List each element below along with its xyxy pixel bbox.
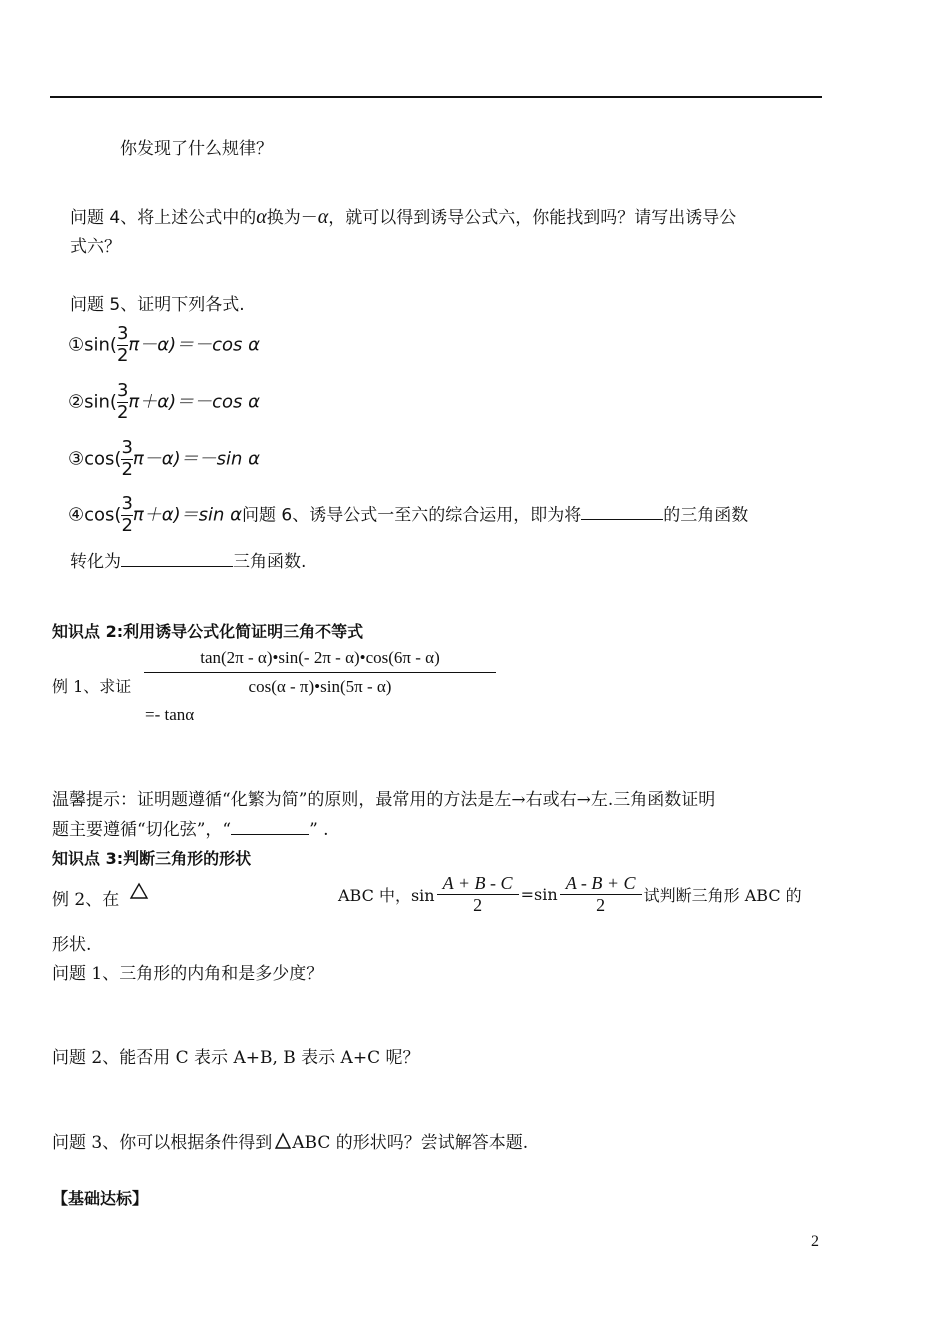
example2-condition: ABC 中，sin $\frac{A + B - C}{2}$ =sin $\frac{A - B + C}{2}$ 试判断三角形 ABC 的 (338, 873, 802, 915)
frac-3-2: $\frac{3}{2}$ (116, 323, 129, 366)
example2-line2: 形状. (52, 935, 92, 955)
frac-a-plus-b-minus-c: $\frac{A + B - C}{2}$ (437, 874, 519, 915)
formula-2: ②sin( $\frac{3}{2}$ π＋α)＝－cos α (68, 380, 261, 423)
triangle-icon (129, 882, 149, 900)
formula-1: ①sin( $\frac{3}{2}$ π－α)＝－cos α (68, 323, 261, 366)
q5-title: 问题 5、证明下列各式. (70, 295, 245, 315)
formula-3: ③cos( $\frac{3}{2}$ π－α)＝－sin α (68, 437, 261, 480)
tip-line2: 题主要遵循“切化弦”，“ ” . (52, 820, 329, 840)
page-number: 2 (811, 1233, 819, 1250)
example1-result: =- tanα (145, 705, 195, 724)
section-basic: 【基础达标】 (52, 1189, 149, 1208)
example1-denominator: cos(α - π)•sin(5π - α) (248, 677, 392, 696)
answer-blank[interactable] (121, 566, 233, 567)
answer-blank[interactable] (581, 519, 663, 520)
example1-label: 例 1、求证 (52, 677, 132, 696)
frac-a-minus-b-plus-c: $\frac{A - B + C}{2}$ (560, 874, 642, 915)
example1-fraction (144, 648, 496, 697)
frac-3-2: $\frac{3}{2}$ (121, 437, 133, 480)
answer-blank[interactable] (231, 834, 309, 835)
q6-line2: 转化为 三角函数. (70, 552, 307, 572)
q4-line2: 式六？ (70, 237, 121, 257)
example2-label: 例 2、在 (52, 890, 120, 910)
formula-4-with-q6: ④cos( $\frac{3}{2}$ π＋α)＝sin α问题 6、诱导公式一至六的综合运用，即为将 的三角函数 (68, 493, 749, 536)
tip-line1: 温馨提示：证明题遵循“化繁为简”的原则，最常用的方法是左→右或右→左.三角函数证明 (52, 790, 716, 810)
question-2: 问题 2、能否用 C 表示 A+B, B 表示 A+C 呢？ (52, 1048, 420, 1068)
frac-3-2: $\frac{3}{2}$ (121, 493, 133, 536)
header-rule (50, 96, 822, 98)
question-3: 问题 3、你可以根据条件得到 ABC 的形状吗？尝试解答本题. (52, 1133, 529, 1153)
kp2-title: 知识点 2:利用诱导公式化简证明三角不等式 (52, 622, 364, 641)
frac-3-2: $\frac{3}{2}$ (116, 380, 129, 423)
example1-numerator: tan(2π - α)•sin(- 2π - α)•cos(6π - α) (200, 648, 440, 667)
triangle-icon (274, 1132, 292, 1150)
kp3-title: 知识点 3:判断三角形的形状 (52, 849, 252, 868)
intro-question: 你发现了什么规律？ (120, 139, 273, 159)
q4-line1: 问题 4、将上述公式中的α换为－α，就可以得到诱导公式六，你能找到吗？请写出诱导公 (70, 206, 737, 228)
question-1: 问题 1、三角形的内角和是多少度？ (52, 964, 324, 984)
